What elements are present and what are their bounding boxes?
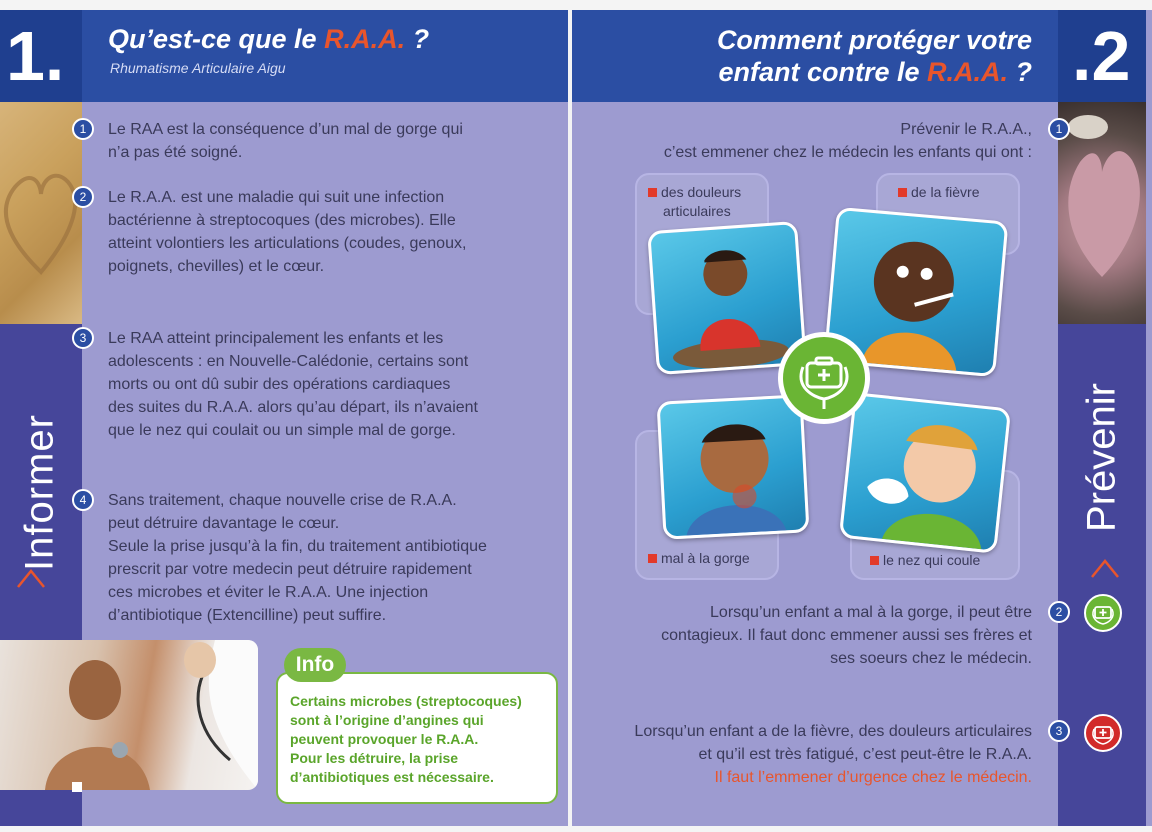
section-number-1: 1. bbox=[6, 17, 65, 95]
symptom-label-sore-throat: mal à la gorge bbox=[648, 549, 750, 568]
right-title: Comment protéger votre enfant contre le R.A.A. ? bbox=[716, 25, 1032, 87]
right-item-2: Lorsqu’un enfant a mal à la gorge, il peut être contagieux. Il faut donc emmener aussi ses frères et ses soeurs chez le médecin. bbox=[661, 604, 1032, 667]
symptom-label-joint-pain: des douleurs articulaires bbox=[648, 183, 741, 221]
heart-stone-photo bbox=[1058, 102, 1146, 324]
vertical-label-informer: Informer bbox=[17, 414, 62, 571]
bullet-4: 4 bbox=[72, 489, 94, 511]
photo-corner-marker bbox=[72, 782, 82, 792]
left-title: Qu’est-ce que le R.A.A. ? bbox=[108, 24, 430, 54]
left-item-3: Le RAA atteint principalement les enfants et les adolescents : en Nouvelle-Calédonie, certains sont morts ou ont dû subir des opérations cardiaques des suites du R.A.A. alors qu’au départ, ils n’avaient que le nez qui coulait ou un simple mal de gorge. bbox=[108, 330, 478, 439]
right-item-3: Lorsqu’un enfant a de la fièvre, des douleurs articulaires et qu’il est très fatigué, c’est peut-être le R.A.A. Il faut l’emmener d’urgence chez le médecin. bbox=[560, 720, 1032, 789]
green-medical-icon bbox=[1084, 594, 1122, 632]
urgent-warning: Il faut l’emmener d’urgence chez le médecin. bbox=[714, 769, 1032, 786]
chevron-up-icon bbox=[1090, 548, 1120, 588]
right-bullet-2: 2 bbox=[1048, 601, 1070, 623]
right-item-1: Prévenir le R.A.A., c’est emmener chez le médecin les enfants qui ont : bbox=[663, 121, 1032, 161]
info-text: Certains microbes (streptocoques) sont à l’origine d’angines qui peuvent provoquer le R.A.A. Pour les détruire, la prise d’antibiotiques est nécessaire. bbox=[290, 693, 522, 785]
left-subtitle: Rhumatisme Articulaire Aigu bbox=[110, 60, 286, 76]
left-item-1: Le RAA est la conséquence d’un mal de gorge qui n’a pas été soigné. bbox=[108, 121, 463, 161]
left-title-highlight: R.A.A. bbox=[324, 24, 406, 54]
chevron-up-icon bbox=[16, 558, 46, 598]
vertical-label-prevenir: Prévenir bbox=[1079, 383, 1124, 532]
section-number-2: .2 bbox=[1072, 17, 1131, 95]
right-title-highlight: R.A.A. bbox=[927, 57, 1008, 87]
symptom-label-fever: de la fièvre bbox=[898, 183, 979, 202]
bullet-2: 2 bbox=[72, 186, 94, 208]
doctor-child-photo bbox=[0, 640, 258, 790]
info-badge: Info bbox=[284, 648, 346, 682]
bullet-3: 3 bbox=[72, 327, 94, 349]
right-bullet-1: 1 bbox=[1048, 118, 1070, 140]
medical-kit-icon bbox=[783, 337, 865, 419]
heart-in-sand-photo bbox=[0, 102, 82, 324]
left-item-2: Le R.A.A. est une maladie qui suit une infection bactérienne à streptocoques (des microbes). Elle atteint volontiers les articulations (coudes, genoux, poignets, chevilles) et le cœur. bbox=[108, 189, 467, 275]
symptom-label-runny-nose: le nez qui coule bbox=[870, 551, 980, 570]
right-bullet-3: 3 bbox=[1048, 720, 1070, 742]
left-item-4: Sans traitement, chaque nouvelle crise de R.A.A. peut détruire davantage le cœur. Seule la prise jusqu’à la fin, du traitement antibiotique prescrit par votre medecin peut détruire rapidement ces microbes et éviter le R.A.A. Une injection d’antibiotique (Extencilline) peut suffire. bbox=[108, 492, 487, 624]
bullet-1: 1 bbox=[72, 118, 94, 140]
red-medical-icon bbox=[1084, 714, 1122, 752]
